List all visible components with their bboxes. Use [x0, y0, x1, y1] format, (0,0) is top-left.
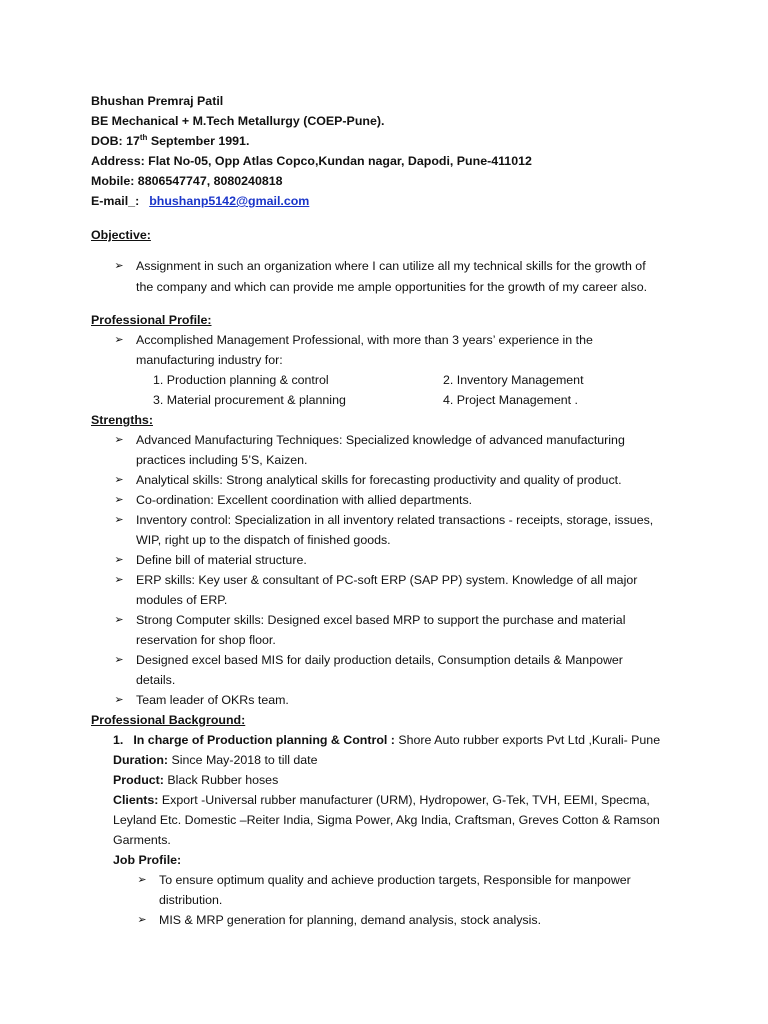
objective-heading: Objective: — [91, 228, 151, 242]
job-profile-line: MIS & MRP generation for planning, demand analysis, stock analysis. — [159, 913, 542, 927]
job-profile-line: distribution. — [159, 893, 223, 907]
profile-item: 1. Production planning & control — [153, 373, 329, 387]
strength-line: Strong Computer skills: Designed excel based MRP to support the purchase and material — [136, 613, 626, 627]
bullet-arrow-icon: ➢ — [114, 494, 124, 506]
job-number: 1. — [113, 733, 124, 747]
background-heading: Professional Background: — [91, 713, 246, 727]
strengths-heading: Strengths: — [91, 413, 153, 427]
profile-line: Accomplished Management Professional, with more than 3 years’ experience in the — [136, 333, 593, 347]
product-line — [113, 770, 278, 790]
email-line — [91, 191, 309, 211]
bullet-arrow-icon: ➢ — [114, 514, 124, 526]
address-line: Address: Flat No-05, Opp Atlas Copco,Kundan nagar, Dapodi, Pune-411012 — [91, 154, 532, 168]
strength-line: reservation for shop floor. — [136, 633, 276, 647]
strength-line: Inventory control: Specialization in all inventory related transactions - receipts, storage, issues, — [136, 513, 654, 527]
bullet-arrow-icon: ➢ — [114, 554, 124, 566]
dob-prefix: DOB: 17 — [91, 134, 140, 148]
bullet-arrow-icon: ➢ — [114, 260, 124, 272]
dob-rest: September 1991. — [147, 134, 250, 148]
email-link[interactable]: bhushanp5142@gmail.com — [149, 194, 310, 208]
strength-line: Advanced Manufacturing Techniques: Specialized knowledge of advanced manufacturing — [136, 433, 625, 447]
education-line: BE Mechanical + M.Tech Metallurgy (COEP-Pune). — [91, 114, 385, 128]
clients-line — [113, 790, 650, 810]
bullet-arrow-icon: ➢ — [114, 694, 124, 706]
bullet-arrow-icon: ➢ — [114, 574, 124, 586]
profile-line: manufacturing industry for: — [136, 353, 283, 367]
objective-line: Assignment in such an organization where I can utilize all my technical skills for the growth of — [136, 259, 646, 273]
dob-line — [91, 131, 249, 151]
job-title: In charge of Production planning & Control : — [133, 733, 395, 747]
clients-line: Leyland Etc. Domestic –Reiter India, Sigma Power, Akg India, Craftsman, Greves Cotton & Ramson — [113, 813, 660, 827]
bullet-arrow-icon: ➢ — [114, 654, 124, 666]
duration-line — [113, 750, 318, 770]
candidate-name: Bhushan Premraj Patil — [91, 94, 224, 108]
job-profile-label: Job Profile: — [113, 853, 182, 867]
strength-line: ERP skills: Key user & consultant of PC-soft ERP (SAP PP) system. Knowledge of all major — [136, 573, 638, 587]
bullet-arrow-icon: ➢ — [114, 614, 124, 626]
strength-line: Analytical skills: Strong analytical skills for forecasting productivity and quality of product. — [136, 473, 622, 487]
clients-label: Clients: — [113, 793, 159, 807]
job-profile-line: To ensure optimum quality and achieve production targets, Responsible for manpower — [159, 873, 631, 887]
job-company: Shore Auto rubber exports Pvt Ltd ,Kurali- Pune — [394, 733, 661, 747]
dob-suffix: th — [139, 132, 148, 142]
duration-label: Duration: — [113, 753, 169, 767]
strength-line: Team leader of OKRs team. — [136, 693, 289, 707]
strength-line: modules of ERP. — [136, 593, 228, 607]
bullet-arrow-icon: ➢ — [114, 334, 124, 346]
bullet-arrow-icon: ➢ — [137, 874, 147, 886]
strength-line: Define bill of material structure. — [136, 553, 307, 567]
strength-line: practices including 5’S, Kaizen. — [136, 453, 308, 467]
strength-line: details. — [136, 673, 176, 687]
profile-item: 3. Material procurement & planning — [153, 393, 346, 407]
profile-item: 4. Project Management . — [443, 393, 578, 407]
product-value: Black Rubber hoses — [163, 773, 279, 787]
duration-value: Since May-2018 to till date — [168, 753, 318, 767]
product-label: Product: — [113, 773, 164, 787]
bullet-arrow-icon: ➢ — [114, 434, 124, 446]
profile-heading: Professional Profile: — [91, 313, 212, 327]
objective-line: the company and which can provide me ample opportunities for the growth of my career also. — [136, 280, 648, 294]
strength-line: Co-ordination: Excellent coordination with allied departments. — [136, 493, 473, 507]
strength-line: WIP, right up to the dispatch of finished goods. — [136, 533, 391, 547]
bullet-arrow-icon: ➢ — [114, 474, 124, 486]
strength-line: Designed excel based MIS for daily production details, Consumption details & Manpower — [136, 653, 623, 667]
clients-line: Garments. — [113, 833, 171, 847]
profile-item: 2. Inventory Management — [443, 373, 584, 387]
email-label: E-mail_: — [91, 194, 140, 208]
bullet-arrow-icon: ➢ — [137, 914, 147, 926]
clients-value: Export -Universal rubber manufacturer (URM), Hydropower, G-Tek, TVH, EEMI, Specma, — [158, 793, 650, 807]
job-header-line — [113, 730, 660, 750]
mobile-line: Mobile: 8806547747, 8080240818 — [91, 174, 283, 188]
